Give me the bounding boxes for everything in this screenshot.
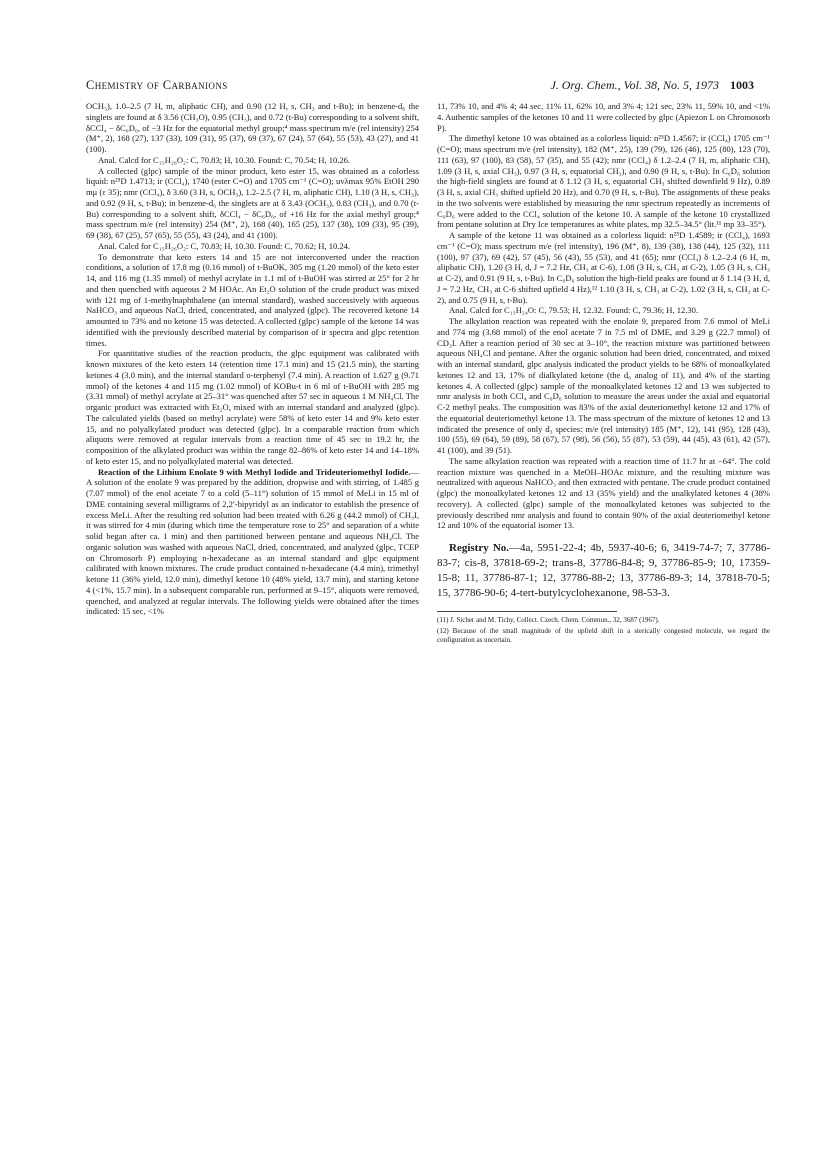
section-heading: Reaction of the Lithium Enolate 9 with Methyl Iodide and Trideuteriomethyl Iodide. bbox=[98, 466, 411, 477]
running-title: Chemistry of Carbanions bbox=[86, 78, 228, 92]
paragraph: For quantitative studies of the reaction products, the glpc equipment was calibrated with known mixtures of the keto esters 14 (retention time 17.1 min) and 15 (21.5 min), the starting ketones 4 (3.0 min), and the internal standard o-terphenyl (7.4 min). A reaction of 1.627 g (9.71 mmol) of the ketones 4 and 115 mg (1.02 mmol) of KOBu-t in 6 ml of t-BuOH with 285 mg (3.31 mmol) of methyl acrylate at 25–31° was quenched after 57 sec in aqueous 1 M NH₄Cl. The organic product was extracted with Et₂O, mixed with an internal standard and analyzed (glpc). The calculated yields (based on methyl acrylate) were 58% of keto ester 14 and 9% keto ester 15, and no polyalkylated product was detected (glpc). In a comparable reaction from which aliquots were removed at regular intervals from a reaction time of 45 sec to 19.2 hr, the composition of the alkylated product was within the range 82–86% of keto ester 14 and 14–18% of keto ester 15, and no polyalkylated material was detected. bbox=[86, 348, 419, 466]
paragraph: The same alkylation reaction was repeated with a reaction time of 11.7 hr at −64°. The cold reaction mixture was quenched in a MeOH–HOAc mixture, and the resulting mixture was neutralized with aqueous NaHCO₃ and then extracted with pentane. The crude product contained (glpc) the monoalkylated ketones 12 and 13 (35% yield) and the unalkylated ketones 4 (38% recovery). A collected (glpc) sample of the monoalkylated ketones was subjected to the previously described nmr analysis and found to contain 90% of the axial deuteriomethyl ketone 12 and 10% of the equatorial isomer 13. bbox=[437, 455, 770, 531]
paragraph: A sample of the ketone 11 was obtained as a colorless liquid: n²⁵D 1.4589; ir (CCl₄), 1693 cm⁻¹ (C=O); mass spectrum m/e (rel intensity), 196 (M⁺, 8), 139 (38), 138 (44), 125 (32), 111 (100), 97 (37), 69 (42), 57 (45), 56 (43), 55 (53), and 41 (65); nmr (CCl₄) δ 1.2–2.4 (6 H, m, aliphatic CH), 1.20 (3 H, d, J = 7.2 Hz, CH₃ at C-6), 1.08 (3 H, s, CH₃ at C-2), 1.05 (3 H, s, CH₃ at C-2), and 0.91 (9 H, s, t-Bu). In C₆D₆ solution the high-field peaks are found at δ 1.14 (3 H, d, J = 7.2 Hz, CH₃ at C-6 shifted upfield 4 Hz),¹² 1.10 (3 H, s, CH₃ at C-2), 1.02 (3 H, s, CH₃ at C-2), and 0.75 (9 H, s, t-Bu). bbox=[437, 230, 770, 305]
paragraph: The dimethyl ketone 10 was obtained as a colorless liquid: n²⁵D 1.4567; ir (CCl₄) 1705 cm⁻¹ (C=O); mass spectrum m/e (rel intensity), 182 (M⁺, 25), 139 (79), 126 (46), 125 (80), 123 (70), 111 (63), 97 (100), 83 (58), 57 (35), and 55 (42); nmr (CCl₄) δ 1.2–2.4 (7 H, m, aliphatic CH), 1.09 (3 H, s, axial CH₃), 0.97 (3 H, s, equatorial CH₃), and 0.90 (9 H, s, t-Bu). In C₆D₆ solution the high-field singlets are found at δ 1.12 (3 H, s, equatorial CH₃ shifted downfield 9 Hz), 0.89 (3 H, s, axial CH₃ shifted upfield 20 Hz), and 0.70 (9 H, s, t-Bu). The assignments of these peaks in the two solvents were established by measuring the nmr spectrum repeatedly as increments of C₆D₆ were added to the CCl₄ solution of the ketone 10. A sample of the ketone 10 crystallized from pentane solution at Dry Ice temperatures as white plates, mp 32.5–34.5° (lit.¹¹ mp 33–35°). bbox=[437, 133, 770, 230]
paragraph: The alkylation reaction was repeated with the enolate 9, prepared from 7.6 mmol of MeLi and 774 mg (3.68 mmol) of the enol acetate 7 in 7.5 ml of DME, and 3.29 g (22.7 mmol) of CD₃I. After a reaction period of 30 sec at 3–10°, the reaction mixture was partitioned between aqueous NH₄Cl and pentane. After the organic solution had been dried, concentrated, and mixed with an internal standard, glpc analysis indicated the product yields to be 68% of monoalkylated ketones 12 and 13, 17% of dialkylated ketone (the d₆ analog of 11), and 4% of the starting ketones 4. A collected (glpc) sample of the monoalkylated ketones 12 and 13 was subjected to nmr analysis in both CCl₄ and C₆D₆ solution to measure the areas under the axial and equatorial C-2 methyl peaks. The composition was 83% of the axial deuteriomethyl ketone 12 and 17% of the equatorial deuteriomethyl ketone 13. The mass spectrum of the mixture of ketones 12 and 13 indicated the presence of only d₃ species: m/e (rel intensity) 185 (M⁺, 12), 141 (95), 128 (43), 100 (55), 69 (64), 59 (89), 58 (67), 57 (98), 56 (56), 55 (87), 53 (59), 44 (45), 43 (61), 42 (57), 41 (100), and 39 (51). bbox=[437, 316, 770, 455]
right-column bbox=[437, 101, 770, 647]
analysis-paragraph: Anal. Calcd for C₁₃H₂₄O: C, 79.53; H, 12.32. Found: C, 79.36; H, 12.30. bbox=[449, 305, 699, 316]
registry-numbers bbox=[437, 541, 770, 601]
header-citation bbox=[550, 78, 754, 93]
registry-heading: Registry No. bbox=[449, 542, 510, 554]
section-paragraph bbox=[86, 467, 419, 618]
left-column bbox=[86, 101, 419, 617]
paragraph: OCH₃), 1.0–2.5 (7 H, m, aliphatic CH), and 0.90 (12 H, s, CH₃ and t-Bu); in benzene-d₆ the singlets are found at δ 3.56 (CH₃O), 0.95 (CH₃), and 0.72 (t-Bu) corresponding to a solvent shift, δCCl₄ − δC₆D₆, of −3 Hz for the equatorial methyl group;⁴ mass spectrum m/e (rel intensity) 254 (M⁺, 2), 168 (27), 137 (33), 109 (31), 95 (37), 69 (37), 67 (24), 57 (64), 55 (53), 43 (27), and 41 (100). bbox=[86, 101, 419, 154]
section-text: —A solution of the enolate 9 was prepared by the addition, dropwise and with stirring, of 1.485 g (7.07 mmol) of the enol acetate 7 to a cold (5–11°) solution of 15 mmol of MeLi in 15 ml of DME containing several milligrams of 2,2′-bipyridyl as an indicator to establish the presence of excess MeLi. After the resulting red solution had been treated with 6.26 g (44.2 mmol) of CH₃I, it was stirred for 4 min (during which time the temperature rose to 25° and separation of a white solid began after ca. 1 min) and then partitioned between pentane and aqueous NH₄Cl. The organic solution was washed with aqueous NaCl, dried, concentrated, and analyzed (glpc, TCEP on Chromosorb P) employing n-hexadecane as an internal standard and glpc equipment calibrated with known mixtures. The crude product contained n-hexadecane (4.4 min), trimethyl ketone 11 (36% yield, 12.0 min), dimethyl ketone 10 (48% yield, 13.7 min), and starting ketone 4 (<1%, 15.7 min). In a subsequent comparable run, performed at 9–15°, aliquots were removed, quenched, and analyzed at regular intervals. The following yields were obtained after the times indicated: 15 sec, <1% bbox=[86, 466, 419, 617]
page-number: 1003 bbox=[730, 78, 754, 92]
registry-text: —4a, 5951-22-4; 4b, 5937-40-6; 6, 3419-74-7; 7, 37786-83-7; cis-8, 37818-69-2; trans-8, 37786-84-8; 9, 37786-85-9; 10, 17359-15-8; 11, 37786-87-1; 12, 37786-88-2; 13, 37786-89-3; 14, 37818-70-5; 15, 37786-90-6; 4-tert-butylcyclohexanone, 98-53-3. bbox=[437, 542, 770, 599]
analysis-paragraph: Anal. Calcd for C₁₅H₂₆O₂: C, 70.83; H, 10.30. Found: C, 70.54; H, 10.26. bbox=[98, 154, 351, 165]
footnotes bbox=[437, 616, 770, 646]
paragraph: 11, 73% 10, and 4% 4; 44 sec, 11% 11, 62% 10, and 3% 4; 121 sec, 23% 11, 59% 10, and <1% 4. Authentic samples of the ketones 10 and 11 were collected by glpc (Apiezon L on Chromosorb P). bbox=[437, 101, 770, 133]
paragraph: To demonstrate that keto esters 14 and 15 are not interconverted under the reaction conditions, a solution of 17.8 mg (0.16 mmol) of t-BuOK, 305 mg (1.20 mmol) of the keto ester 14, and 116 mg (1.35 mmol) of methyl acrylate in 1.1 ml of t-BuOH was stirred at 25° for 2 hr and then quenched with aqueous 2 M HOAc. An Et₂O solution of the crude product was mixed with 121 mg of 1-methylnaphthalene (an internal standard), washed successively with aqueous NaHCO₃ and aqueous NaCl, dried, concentrated, and analyzed (glpc). The recovered ketone 14 amounted to 73% and no ketone 15 was detected. A collected (glpc) sample of the ketone 14 was identified with the previously described material by comparison of ir spectra and glpc retention times. bbox=[86, 251, 419, 348]
journal-citation: J. Org. Chem., Vol. 38, No. 5, 1973 bbox=[550, 78, 719, 92]
paragraph: A collected (glpc) sample of the minor product, keto ester 15, was obtained as a colorless liquid: n²⁵D 1.4713; ir (CCl₄), 1740 (ester C=O) and 1705 cm⁻¹ (C=O); uvλmax 95% EtOH 290 mμ (ε 35); nmr (CCl₄), δ 3.60 (3 H, s, OCH₃), 1.2–2.5 (7 H, m, aliphatic CH), 1.10 (3 H, s, CH₃), and 0.92 (9 H, s, t-Bu); in benzene-d₆ the singlets are at δ 3.43 (OCH₃), 0.83 (CH₃), and 0.70 (t-Bu) corresponding to a solvent shift, δCCl₄ − δC₆D₆, of +16 Hz for the axial methyl group;⁴ mass spectrum m/e (rel intensity) 254 (M⁺, 2), 168 (40), 165 (25), 137 (38), 109 (33), 95 (39), 69 (38), 67 (25), 57 (65), 55 (55), 43 (24), and 41 (100). bbox=[86, 165, 419, 240]
analysis-paragraph: Anal. Calcd for C₁₅H₂₆O₂: C, 70.83; H, 10.30. Found: C, 70.62; H, 10.24. bbox=[98, 240, 351, 251]
footnote: (12) Because of the small magnitude of the upfield shift in a sterically congested molecule, we regard the configuration as uncertain. bbox=[437, 626, 770, 644]
page-header bbox=[86, 78, 754, 96]
footnote: (11) J. Sicher and M. Tichy, Collect. Czech. Chem. Commun., 32, 3687 (1967). bbox=[437, 616, 660, 624]
